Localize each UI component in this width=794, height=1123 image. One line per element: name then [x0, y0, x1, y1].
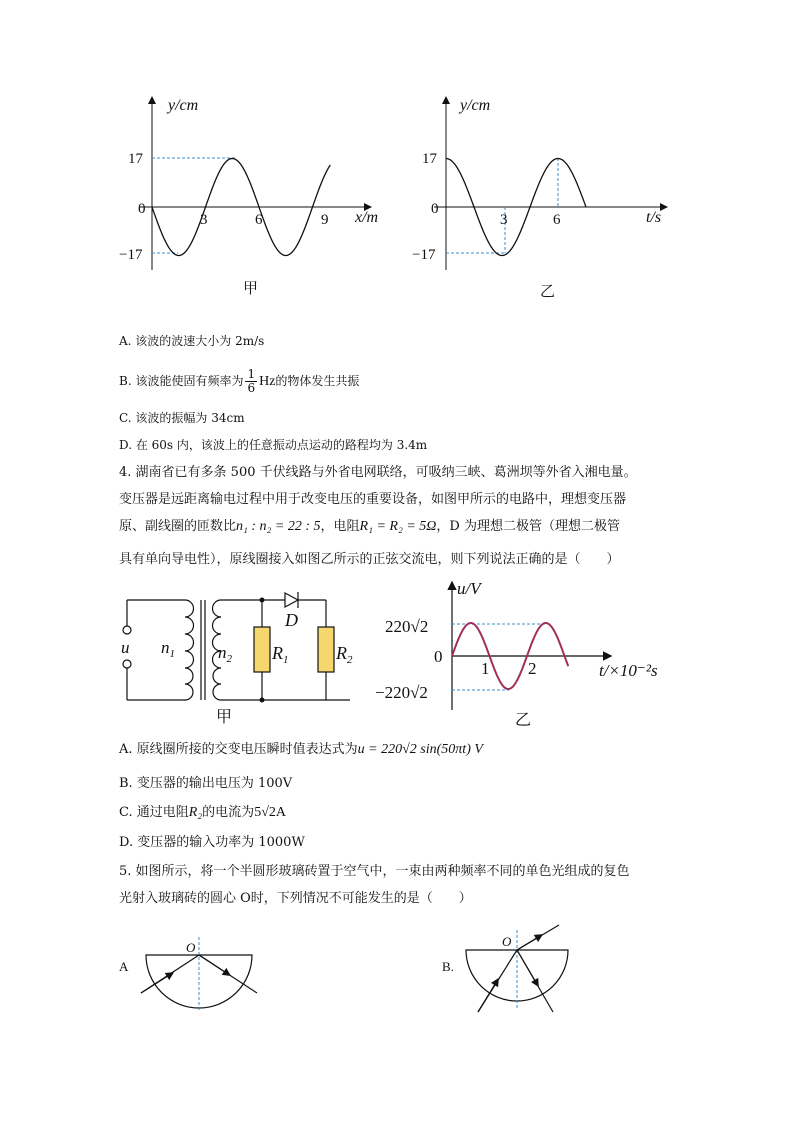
q3-option-c: C. 该波的振幅为 34cm: [119, 411, 245, 425]
ac-xtick-2: 2: [528, 659, 537, 678]
q4-line-4: 具有单向导电性），原线圈接入如图乙所示的正弦交流电，则下列说法正确的是（ ）: [119, 552, 620, 567]
q4-option-c-val: 5√2A: [254, 805, 286, 820]
q3-option-d: D. 在 60s 内，该波上的任意振动点运动的路程均为 3.4m: [119, 438, 428, 452]
q4-resistance: R₁ = R₂ = 5Ω: [359, 519, 437, 534]
q4-line-1: 4. 湖南省已有多条 500 千伏线路与外省电网联络，可吸纳三峡、葛洲坝等外省入湘电量。: [119, 465, 637, 480]
ac-ytick-bottom: −220√2: [375, 683, 428, 702]
circuit-r2-label: $R_2$: [336, 643, 353, 666]
q4-line-2: 变压器是远距离输电过程中用于改变电压的重要设备，如图甲所示的电路中，理想变压器: [119, 492, 627, 507]
q5-fig-a: [141, 937, 257, 1010]
q4-option-b: B. 变压器的输出电压为 100V: [119, 776, 293, 791]
ac-y-label: u/V: [457, 579, 481, 598]
q3-option-b-unit: Hz: [259, 374, 276, 389]
circuit-r1-label: $R_1$: [272, 643, 289, 666]
q3-option-a: A. 该波的波速大小为 2m/s: [119, 334, 265, 348]
jia-xtick-6: 6: [255, 212, 263, 228]
ac-ytick-zero: 0: [434, 647, 443, 666]
circuit-n1-label: $n_1$: [161, 638, 175, 660]
ac-ytick-top: 220√2: [385, 617, 429, 636]
yi-x-label: t/s: [646, 209, 662, 226]
ac-x-label: t/×10⁻²s: [599, 661, 658, 680]
jia-ytick-0: 0: [138, 201, 146, 217]
yi-ytick-neg17: −17: [412, 247, 436, 263]
q4-line-3: 原、副线圈的匝数比n₁ : n₂ = 22 : 5，电阻R₁ = R₂ = 5Ω，D 为理想二极管（理想二极管: [119, 519, 620, 534]
jia-xtick-9: 9: [321, 212, 329, 228]
ac-caption: 乙: [515, 712, 532, 729]
jia-y-label: y/cm: [168, 97, 199, 114]
q5-line-2: 光射入玻璃砖的圆心 O时，下列情况不可能发生的是（ ）: [119, 891, 472, 906]
q3-option-b-pre: B. 该波能使固有频率为: [119, 374, 244, 388]
q4-option-c: C. 通过电阻R₂的电流为5√2A: [119, 805, 286, 820]
q5-option-a-label: A: [119, 959, 129, 974]
q5-fig-b-o-label: O: [502, 934, 512, 949]
q5-fig-a-o-label: O: [186, 940, 196, 955]
q4-turns-ratio: n₁ : n₂ = 22 : 5: [236, 519, 321, 534]
yi-xtick-3: 3: [500, 212, 508, 228]
jia-x-label: x/m: [355, 209, 379, 226]
q3-option-b-fraction: $\frac{1}{6}$: [247, 367, 256, 395]
q4-option-a-expr: u = 220√2 sin(50πt) V: [357, 742, 483, 757]
yi-ytick-17: 17: [422, 151, 437, 167]
ac-xtick-1: 1: [481, 659, 490, 678]
q3-option-b-post: 的物体发生共振: [275, 374, 360, 388]
yi-ytick-0: 0: [431, 201, 439, 217]
jia-ytick-neg17: −17: [119, 247, 143, 263]
q4-option-d: D. 变压器的输入功率为 1000W: [119, 835, 305, 850]
q5-line-1: 5. 如图所示，将一个半圆形玻璃砖置于空气中，一束由两种频率不同的单色光组成的复色: [119, 864, 630, 879]
yi-xtick-6: 6: [553, 212, 561, 228]
q4-option-c-res: R₂: [188, 805, 203, 820]
yi-caption: 乙: [540, 284, 556, 300]
circuit-diode-label: D: [285, 610, 298, 630]
jia-xtick-3: 3: [200, 212, 208, 228]
jia-caption: 甲: [243, 281, 259, 297]
q5-fig-b: [466, 925, 568, 1012]
circuit-u-label: u: [121, 638, 130, 657]
q4-option-a: A. 原线圈所接的交变电压瞬时值表达式为u = 220√2 sin(50πt) V: [119, 742, 483, 757]
yi-y-label: y/cm: [460, 97, 491, 114]
circuit-caption: 甲: [216, 709, 233, 726]
jia-ytick-17: 17: [128, 151, 143, 167]
circuit-n2-label: $n_2$: [218, 643, 232, 665]
q5-option-b-label: B.: [442, 959, 454, 974]
